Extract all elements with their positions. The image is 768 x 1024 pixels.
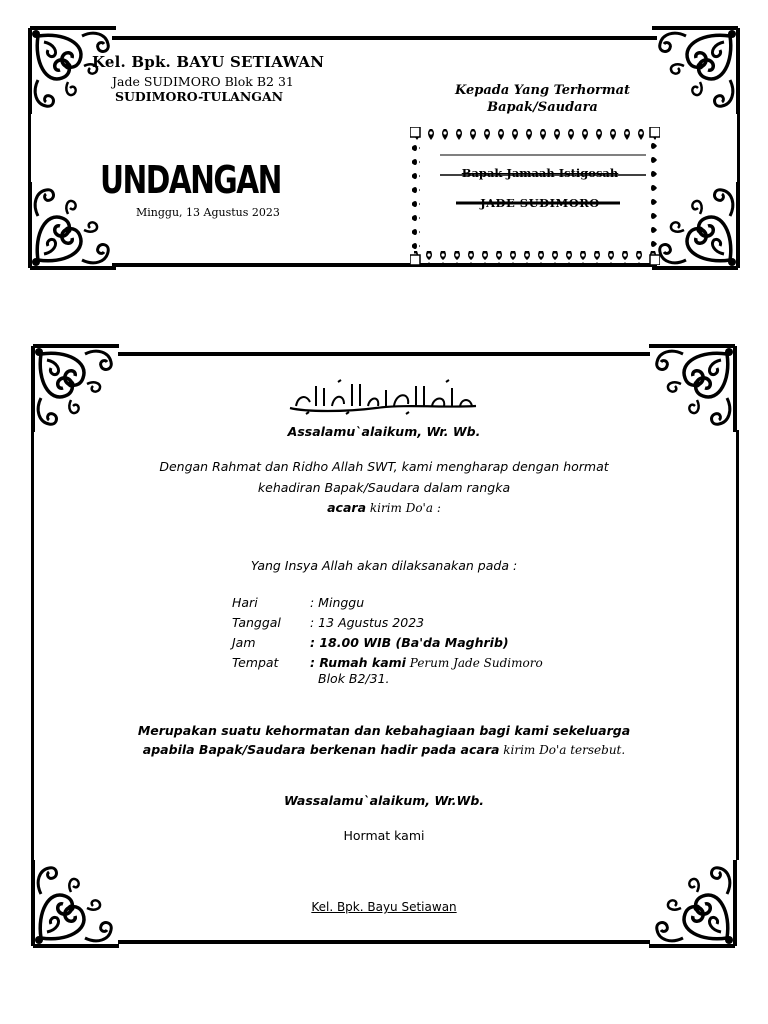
- day-label: Hari: [232, 595, 258, 610]
- sender-address: Jade SUDIMORO Blok B2 31: [112, 74, 294, 89]
- corner-ornament-icon: [648, 22, 744, 118]
- recipient-label-line1: Kepada Yang Terhormat: [454, 83, 631, 98]
- recipient-label-line2: Bapak/Saudara: [487, 100, 598, 115]
- closing-line-2-bold: apabila Bapak/Saudara berkenan hadir pada acara: [142, 742, 500, 757]
- sender-city: SUDIMORO-TULANGAN: [115, 89, 284, 104]
- place-value: [310, 655, 543, 670]
- invitation-date: Minggu, 13 Agustus 2023: [136, 206, 280, 219]
- letter-top-border: [118, 352, 650, 356]
- time-label: Jam: [232, 635, 256, 650]
- corner-ornament-icon: [645, 340, 741, 436]
- place-value-rest: Perum Jade Sudimoro: [405, 656, 543, 670]
- schedule-intro: Yang Insya Allah akan dilaksanakan pada :: [250, 558, 518, 573]
- signature: [100, 900, 668, 914]
- sender-name: Kel. Bpk. BAYU SETIAWAN: [92, 53, 325, 71]
- letter-right-border: [736, 430, 739, 860]
- envelope-top-border: [112, 36, 657, 40]
- day-value: : Minggu: [310, 595, 365, 610]
- corner-ornament-icon: [27, 340, 123, 436]
- recipient-label: [435, 82, 650, 116]
- intro-line-1: Dengan Rahmat dan Ridho Allah SWT, kami mengharap dengan hormat: [159, 459, 609, 474]
- invitation-title: UNDANGAN: [100, 158, 281, 202]
- place-value-bold: : Rumah kami: [310, 655, 406, 670]
- letter-left-border: [31, 430, 34, 860]
- intro-line-3: [100, 500, 668, 515]
- date-value: : 13 Agustus 2023: [310, 615, 425, 630]
- intro-line-3-bold: acara: [327, 500, 367, 515]
- recipient-address: JADE SUDIMORO: [480, 196, 600, 210]
- corner-ornament-icon: [648, 178, 744, 274]
- closing-line-2: [100, 742, 668, 757]
- farewell: Wassalamu`alaikum, Wr.Wb.: [283, 793, 485, 808]
- bismillah-calligraphy-icon: [286, 378, 482, 418]
- signature-name: Kel. Bpk. Bayu Setiawan: [311, 900, 457, 914]
- place-label: Tempat: [232, 655, 279, 670]
- recipient-name: Bapak Jamaah Istigosah: [461, 166, 619, 180]
- intro-line-2: kehadiran Bapak/Saudara dalam rangka: [257, 480, 511, 495]
- time-value: : 18.00 WIB (Ba'da Maghrib): [310, 635, 509, 650]
- intro-line-3-rest: kirim Do'a :: [366, 501, 441, 515]
- place-value-line-2: Blok B2/31.: [318, 671, 390, 686]
- letter-bottom-border: [118, 940, 650, 944]
- greeting: Assalamu`alaikum, Wr. Wb.: [287, 424, 481, 439]
- closing-line-1: Merupakan suatu kehormatan dan kebahagiaan bagi kami sekeluarga: [137, 723, 631, 738]
- date-label: Tanggal: [232, 615, 281, 630]
- regards: Hormat kami: [343, 828, 425, 843]
- closing-line-2-rest: kirim Do'a tersebut.: [499, 743, 626, 757]
